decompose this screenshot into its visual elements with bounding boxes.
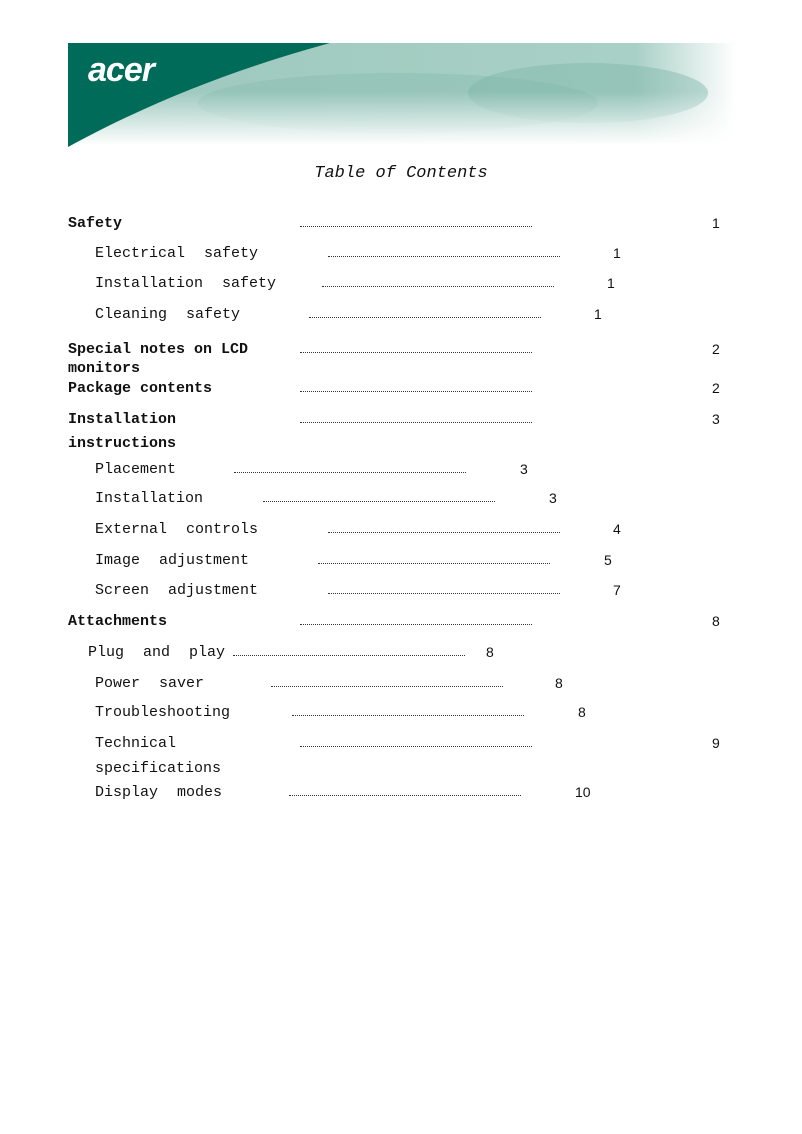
dot-leader xyxy=(289,793,521,796)
toc-page-number: 8 xyxy=(555,675,563,691)
toc-entry-label[interactable]: Display modes xyxy=(95,784,223,801)
toc-entry-label[interactable]: Safety xyxy=(68,215,123,232)
toc-page-number: 1 xyxy=(613,245,621,261)
toc-entry-label[interactable]: Troubleshooting xyxy=(95,704,231,721)
toc-page-number: 1 xyxy=(594,306,602,322)
toc-page-number: 10 xyxy=(575,784,591,800)
dot-leader xyxy=(300,420,532,423)
acer-logo: acer xyxy=(88,51,154,89)
acer-header-banner xyxy=(68,43,736,151)
toc-page-number: 7 xyxy=(613,582,621,598)
toc-entry-label[interactable]: Plug and play xyxy=(88,644,226,661)
banner-graphic xyxy=(68,43,736,151)
toc-entry-label-cont[interactable]: instructions xyxy=(68,435,177,452)
dot-leader xyxy=(300,224,532,227)
page-title: Table of Contents xyxy=(314,164,488,183)
toc-entry-label[interactable]: Cleaning safety xyxy=(95,306,241,323)
toc-page-number: 3 xyxy=(712,411,720,427)
toc-page-number: 2 xyxy=(712,380,720,396)
toc-entry-label[interactable]: Screen adjustment xyxy=(95,582,259,599)
toc-page-number: 3 xyxy=(549,490,557,506)
toc-entry-label-cont[interactable]: monitors xyxy=(68,360,141,377)
dot-leader xyxy=(292,713,524,716)
toc-page-number: 5 xyxy=(604,552,612,568)
toc-page-number: 9 xyxy=(712,735,720,751)
toc-page-number: 1 xyxy=(607,275,615,291)
dot-leader xyxy=(318,561,550,564)
dot-leader xyxy=(300,622,532,625)
toc-entry-label[interactable]: Installation xyxy=(95,490,204,507)
toc-entry-label[interactable]: Package contents xyxy=(68,380,213,397)
dot-leader xyxy=(309,315,541,318)
dot-leader xyxy=(234,470,466,473)
toc-page-number: 8 xyxy=(578,704,586,720)
toc-entry-label[interactable]: Power saver xyxy=(95,675,205,692)
toc-page-number: 3 xyxy=(520,461,528,477)
dot-leader xyxy=(233,653,465,656)
dot-leader xyxy=(300,744,532,747)
toc-page-number: 1 xyxy=(712,215,720,231)
dot-leader xyxy=(300,389,532,392)
toc-entry-label[interactable]: Installation safety xyxy=(95,275,277,292)
toc-entry-label[interactable]: Special notes on LCD xyxy=(68,341,249,358)
toc-page-number: 2 xyxy=(712,341,720,357)
dot-leader xyxy=(300,350,532,353)
dot-leader xyxy=(328,254,560,257)
toc-entry-label[interactable]: Image adjustment xyxy=(95,552,250,569)
dot-leader xyxy=(263,499,495,502)
dot-leader xyxy=(322,284,554,287)
toc-entry-label[interactable]: Technical xyxy=(95,735,177,752)
toc-entry-label[interactable]: Placement xyxy=(95,461,177,478)
toc-entry-label[interactable]: Electrical safety xyxy=(95,245,259,262)
toc-page-number: 8 xyxy=(712,613,720,629)
toc-entry-label[interactable]: Installation xyxy=(68,411,177,428)
toc-entry-label[interactable]: External controls xyxy=(95,521,259,538)
dot-leader xyxy=(328,591,560,594)
toc-page-number: 4 xyxy=(613,521,621,537)
dot-leader xyxy=(328,530,560,533)
toc-page-number: 8 xyxy=(486,644,494,660)
toc-entry-label[interactable]: Attachments xyxy=(68,613,168,630)
dot-leader xyxy=(271,684,503,687)
toc-entry-label-cont[interactable]: specifications xyxy=(95,760,222,777)
